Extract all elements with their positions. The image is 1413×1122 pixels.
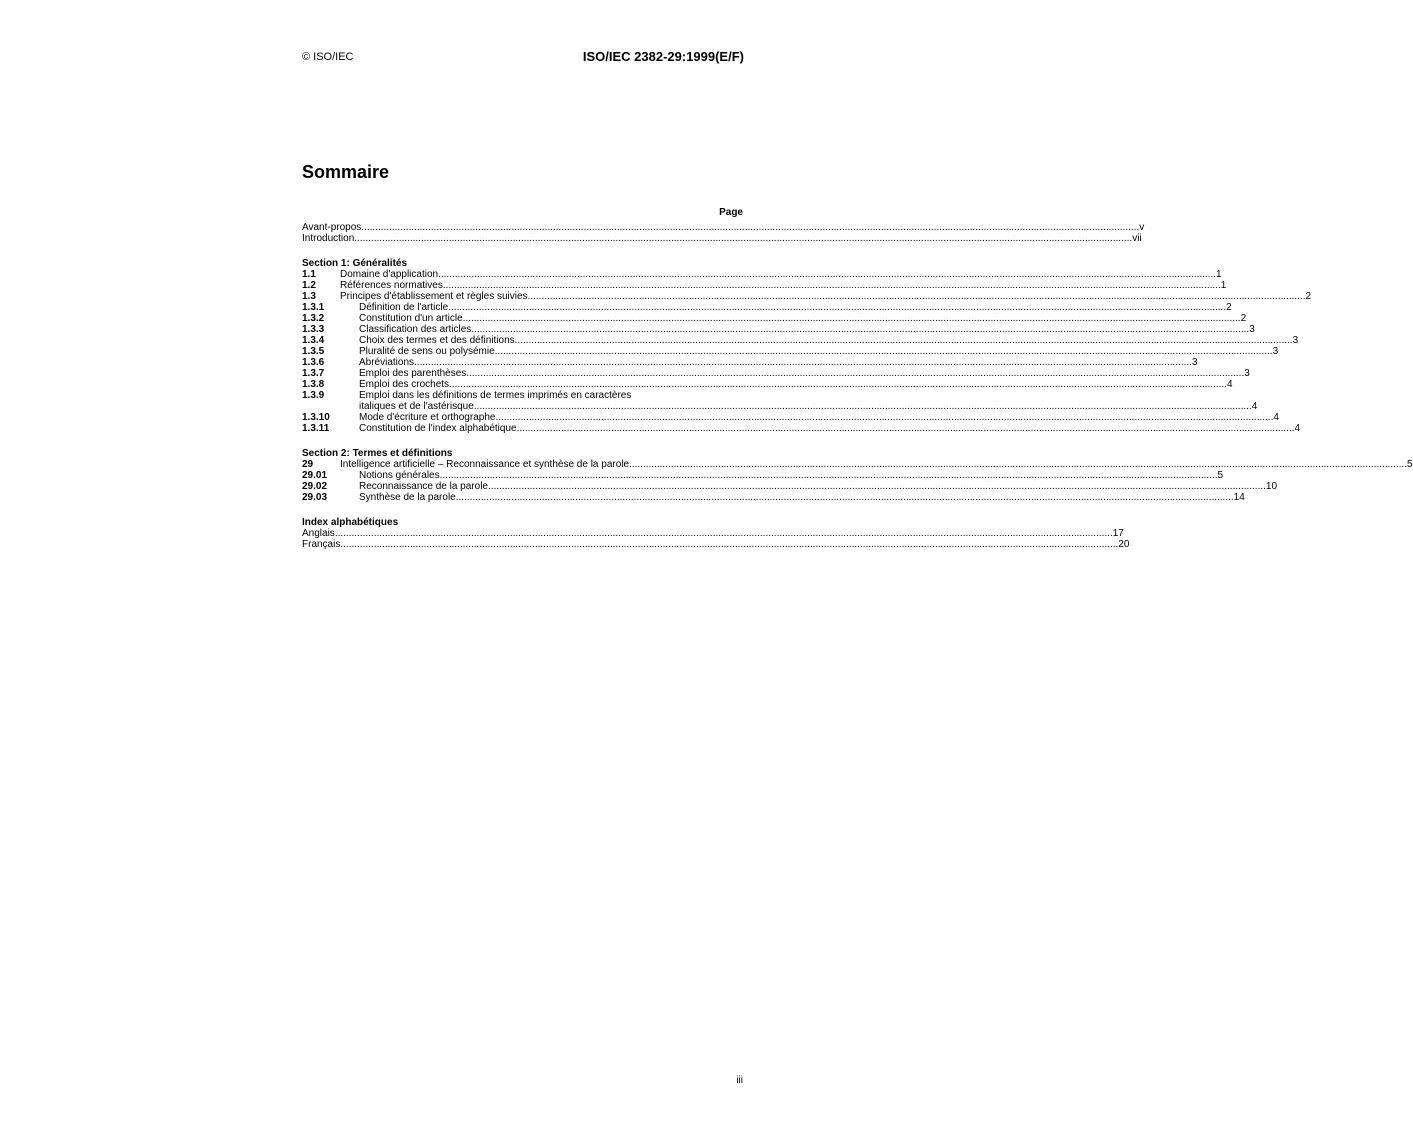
toc-entry[interactable]: 1.1 Domaine d'application ..... 1	[302, 269, 743, 280]
toc-entry[interactable]: 1.3.8 Emploi des crochets ..... 4	[302, 379, 743, 390]
toc-entry[interactable]: 1.3.7 Emploi des parenthèses ..... 3	[302, 368, 743, 379]
page-title: Sommaire	[302, 162, 390, 182]
toc-entry[interactable]: 1.3.6 Abréviations ..... 3	[302, 357, 743, 368]
toc-entry[interactable]: 29.01 Notions générales ..... 5	[302, 470, 743, 481]
toc-entry-index-francais[interactable]: Français ..... 20	[302, 539, 743, 550]
header-copyright: © ISO/IEC	[302, 51, 354, 63]
section-heading: Section 1: Généralités	[302, 258, 408, 269]
toc-entry[interactable]: 1.3.5 Pluralité de sens ou polysémie ..... 3	[302, 346, 743, 357]
toc-entry[interactable]: 1.3.1 Définition de l'article ..... 2	[302, 302, 743, 313]
toc-entry-avant-propos[interactable]: Avant-propos ..... v	[302, 222, 743, 233]
page-number: iii	[736, 1075, 743, 1086]
header-standard-id: ISO/IEC 2382-29:1999(E/F)	[582, 49, 744, 64]
toc-entry-index-anglais[interactable]: Anglais ..... 17	[302, 528, 743, 539]
toc-entry[interactable]: 1.2 Références normatives ..... 1	[302, 280, 743, 291]
toc-entry-introduction[interactable]: Introduction ..... vii	[302, 233, 743, 244]
toc-entry[interactable]: 1.3.11 Constitution de l'index alphabétique ..... 4	[302, 423, 743, 434]
toc-entry[interactable]: 1.3.4 Choix des termes et des définitions ..... 3	[302, 335, 743, 346]
page-column-label: Page	[719, 207, 743, 218]
toc-entry[interactable]: 1.3.3 Classification des articles ..... 3	[302, 324, 743, 335]
section-heading: Index alphabétiques	[302, 517, 399, 528]
section-heading: Section 2: Termes et définitions	[302, 448, 453, 459]
toc-entry[interactable]: 1.3 Principes d'établissement et règles suivies ..... 2	[302, 291, 743, 302]
toc-entry[interactable]: 29.02 Reconnaissance de la parole ..... 10	[302, 481, 743, 492]
table-of-contents	[302, 222, 1413, 550]
toc-entry[interactable]: 29 Intelligence artificielle – Reconnaissance et synthèse de la parole ..... 5	[302, 459, 743, 470]
toc-entry[interactable]: 1.3.10 Mode d'écriture et orthographe ..... 4	[302, 412, 743, 423]
toc-entry[interactable]: 29.03 Synthèse de la parole ..... 14	[302, 492, 743, 503]
toc-entry[interactable]: 1.3.9 Emploi dans les définitions de termes imprimés en caractères italiques et de l'astérisque ..... 4	[302, 390, 743, 412]
toc-entry[interactable]: 1.3.2 Constitution d'un article ..... 2	[302, 313, 743, 324]
